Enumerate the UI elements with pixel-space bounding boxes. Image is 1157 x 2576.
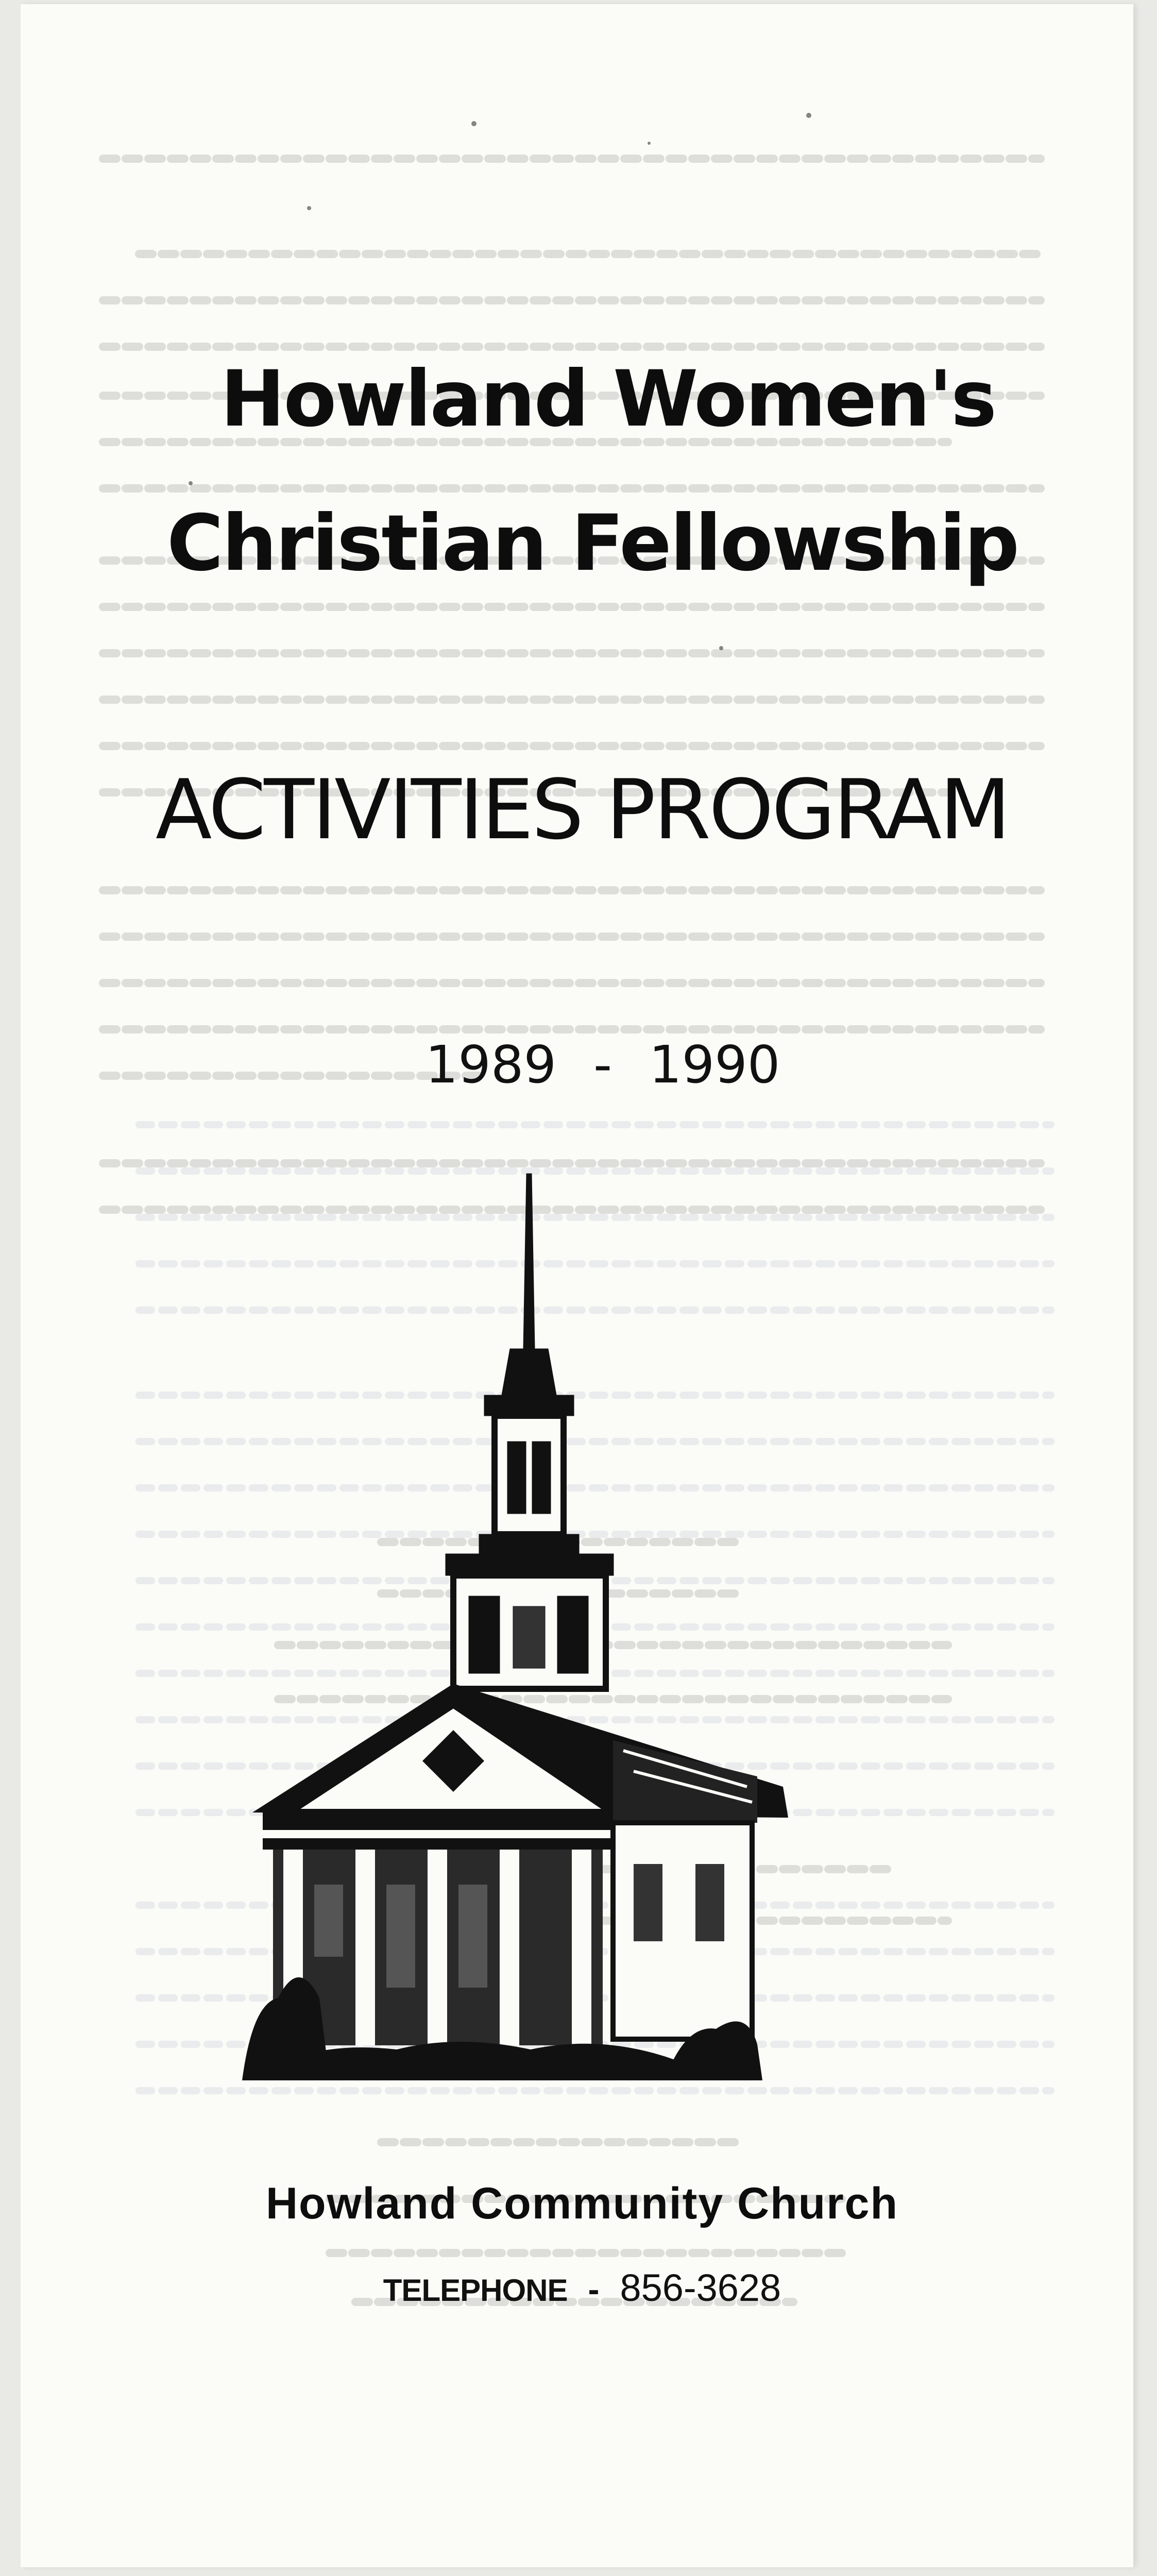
- church-steeple: [446, 1174, 614, 1689]
- program-heading: ACTIVITIES PROGRAM: [155, 761, 1009, 858]
- program-cover: [21, 4, 1133, 2567]
- title-line-1: Howland Women's: [220, 354, 996, 444]
- telephone-label: TELEPHONE: [383, 2273, 568, 2308]
- telephone-number: 856-3628: [620, 2266, 781, 2309]
- title-line-2: Christian Fellowship: [166, 499, 1018, 588]
- church-portico: [263, 1812, 752, 2045]
- church-roof: [252, 1684, 788, 1823]
- program-years: 1989 - 1990: [425, 1035, 780, 1095]
- telephone-separator: -: [588, 2270, 600, 2308]
- church-illustration: [242, 1153, 835, 2096]
- church-name: Howland Community Church: [265, 2179, 899, 2228]
- telephone-line: [26, 2266, 1133, 2310]
